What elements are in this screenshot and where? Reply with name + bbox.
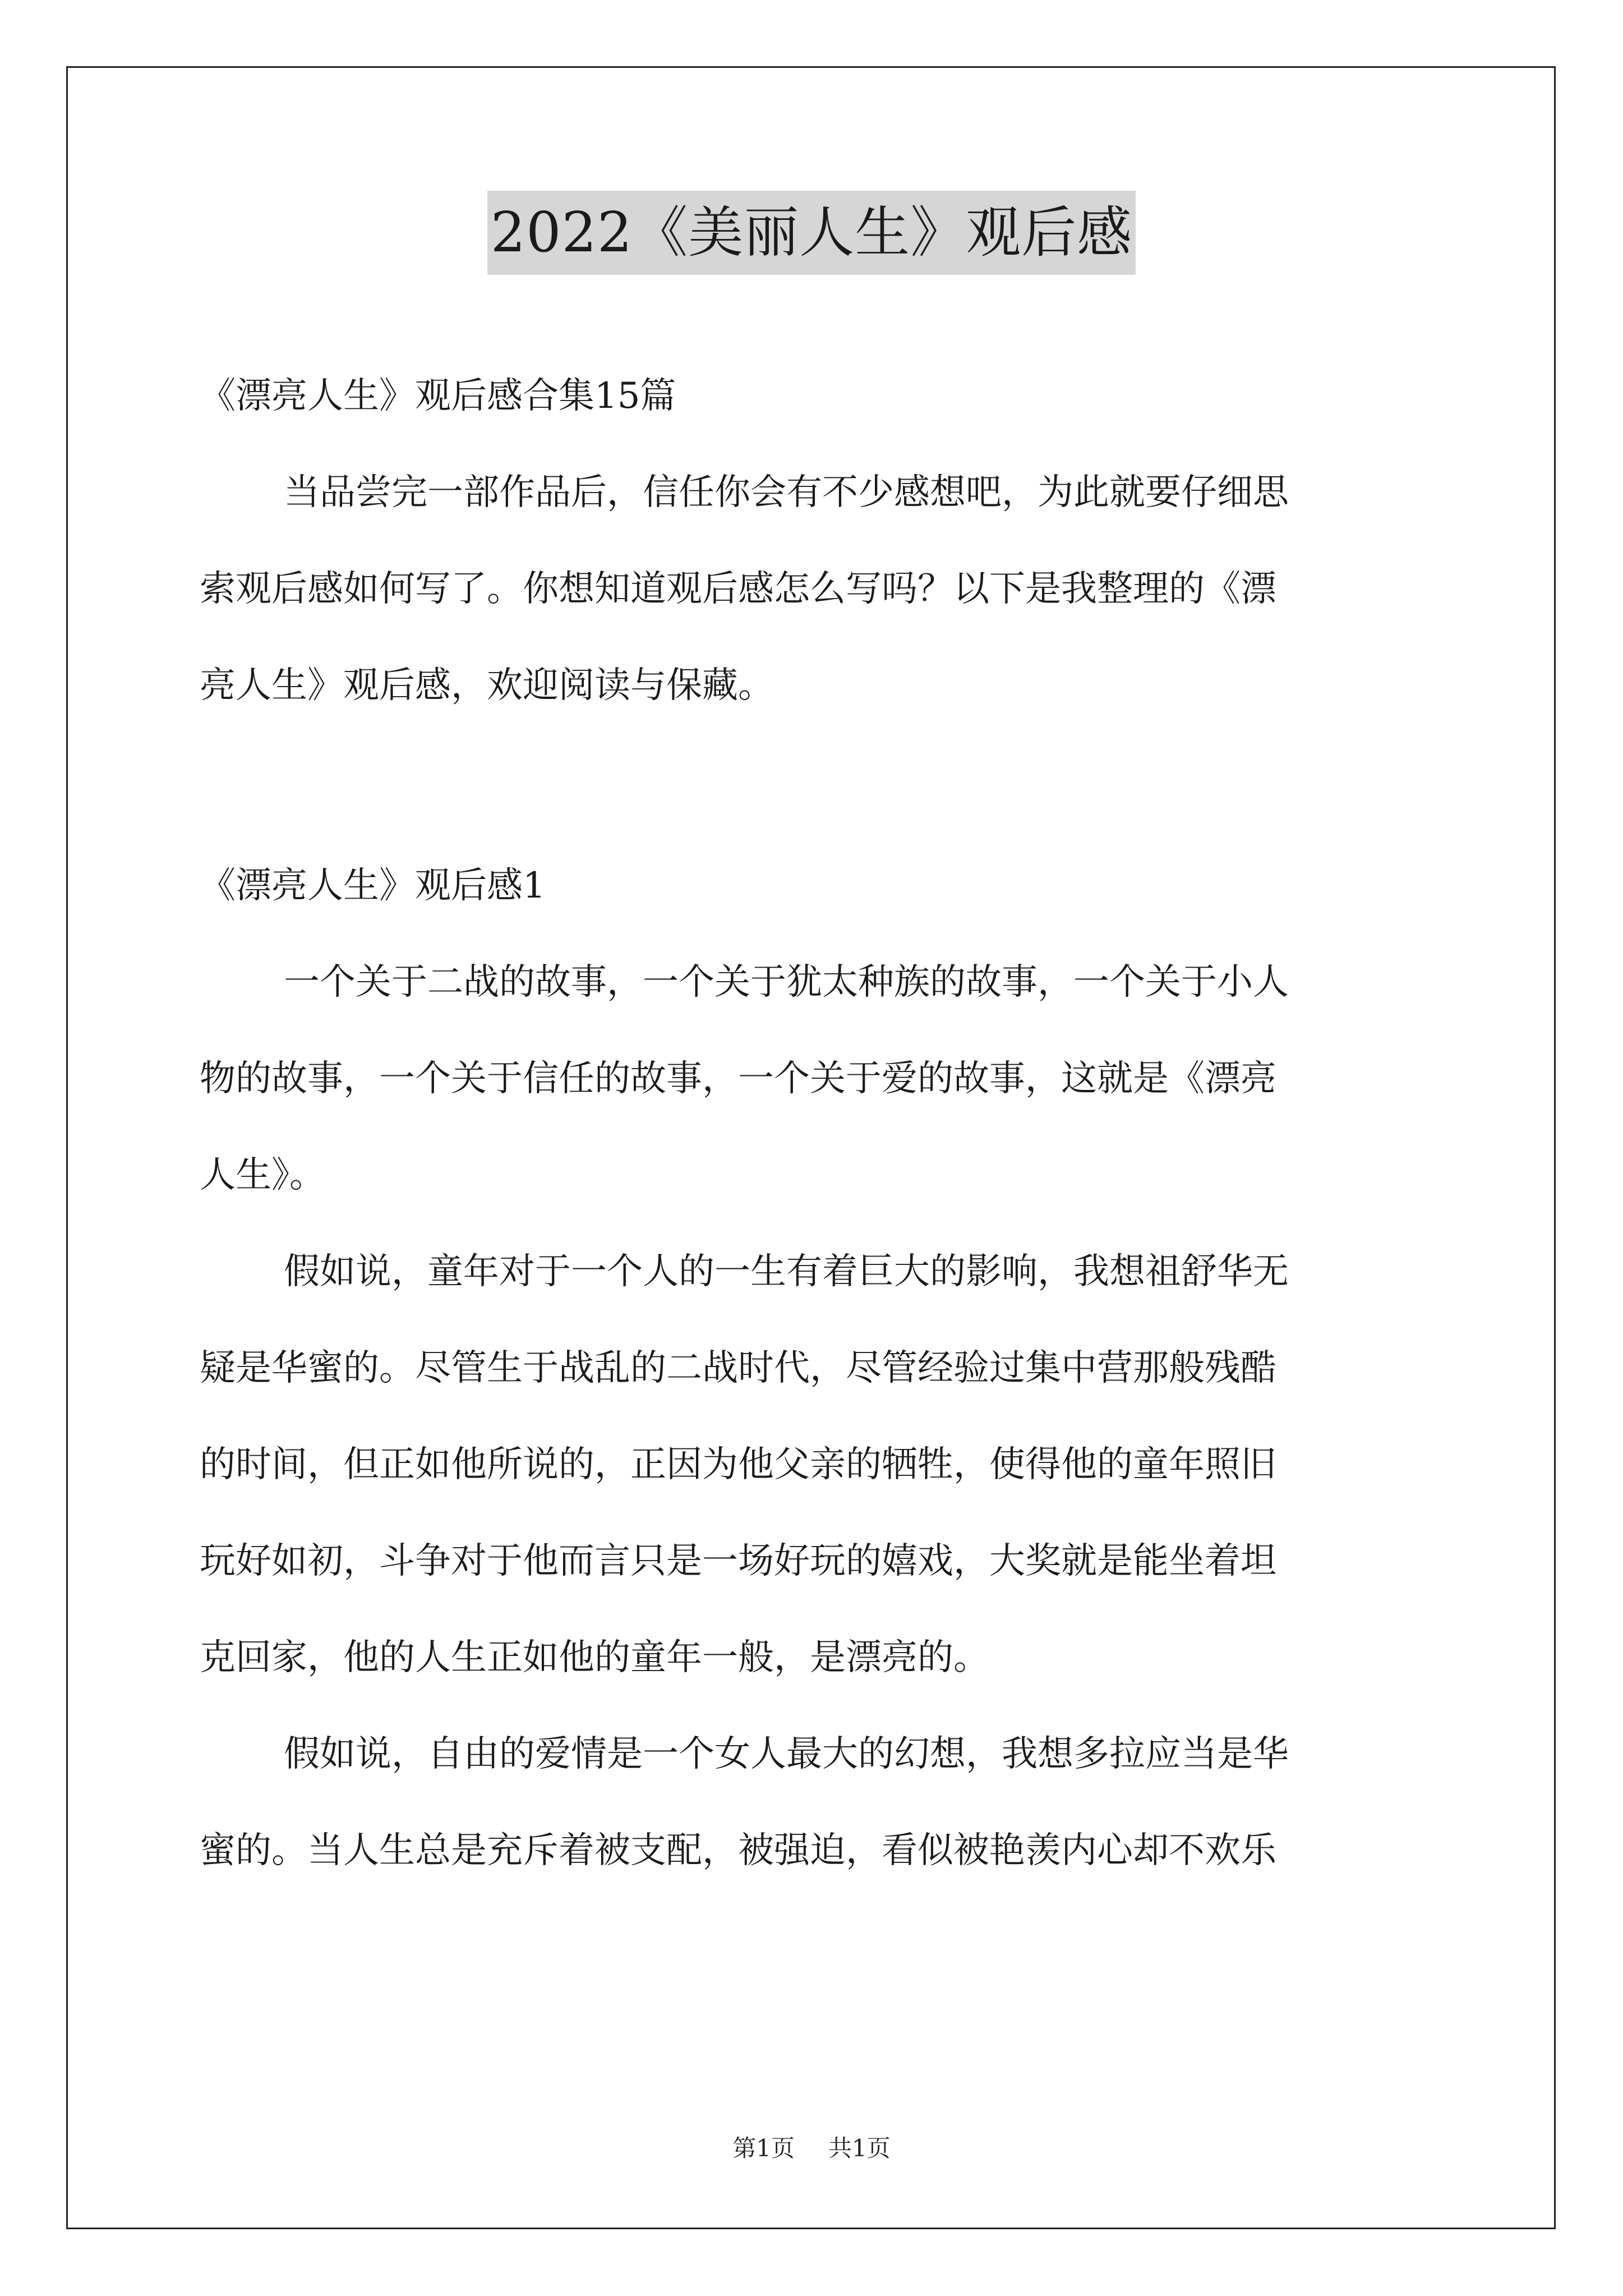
paragraph-line: 假如说，自由的爱情是一个女人最大的幻想，我想多拉应当是华 (284, 1733, 1289, 1775)
section-heading: 《漂亮人生》观后感1 (200, 865, 546, 907)
paragraph-line: 玩好如初，斗争对于他而言只是一场好玩的嬉戏，大奖就是能坐着坦 (200, 1540, 1276, 1582)
page-number: 第1页 (732, 2134, 795, 2162)
paragraph-line: 克回家，他的人生正如他的童年一般，是漂亮的。 (200, 1637, 989, 1678)
paragraph-line: 疑是华蜜的。尽管生于战乱的二战时代，尽管经验过集中营那般残酷 (200, 1347, 1276, 1389)
intro-line: 当品尝完一部作品后，信任你会有不少感想吧，为此就要仔细思 (284, 472, 1289, 513)
paragraph-line: 假如说，童年对于一个人的一生有着巨大的影响，我想祖舒华无 (284, 1251, 1289, 1292)
paragraph-line: 一个关于二战的故事，一个关于犹太种族的故事，一个关于小人 (284, 961, 1289, 1003)
paragraph-line: 的时间，但正如他所说的，正因为他父亲的牺牲，使得他的童年照旧 (200, 1444, 1276, 1485)
page-total: 共1页 (828, 2134, 891, 2162)
page-footer (0, 2132, 1623, 2165)
paragraph-line: 人生》。 (200, 1154, 325, 1196)
document-title: 2022《美丽人生》观后感 (487, 191, 1136, 275)
paragraph-line: 蜜的。当人生总是充斥着被支配，被强迫，看似被艳羡内心却不欢乐 (200, 1830, 1276, 1871)
paragraph-line: 物的故事，一个关于信任的故事，一个关于爱的故事，这就是《漂亮 (200, 1058, 1276, 1099)
spacer (200, 734, 1433, 838)
document-body (200, 348, 1433, 1899)
subtitle: 《漂亮人生》观后感合集15篇 (200, 375, 676, 417)
intro-line: 索观后感如何写了。你想知道观后感怎么写吗？以下是我整理的《漂 (200, 568, 1276, 610)
intro-line: 亮人生》观后感，欢迎阅读与保藏。 (200, 665, 774, 706)
title-wrapper (0, 191, 1623, 275)
